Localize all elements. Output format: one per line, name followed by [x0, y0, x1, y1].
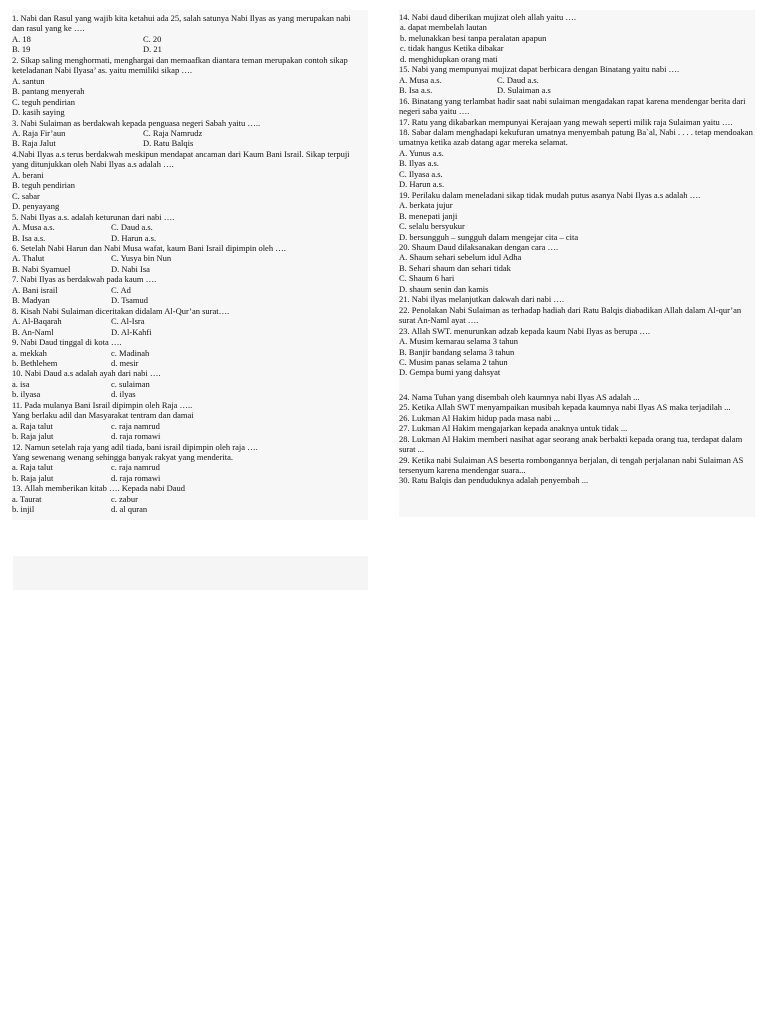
- answer-options: [12, 462, 365, 483]
- question-block: [12, 149, 365, 212]
- answer-option: B. An-Naml: [12, 326, 54, 337]
- question-block: [12, 442, 365, 484]
- question-block: [12, 243, 365, 274]
- answer-option: A. Bani israil: [12, 284, 58, 295]
- answer-option: B. teguh pendirian: [12, 180, 76, 191]
- answer-option: A. berani: [12, 169, 44, 180]
- answer-options: [12, 253, 365, 274]
- answer-option: D. Harun a.s.: [399, 179, 445, 190]
- answer-option: d. al quran: [111, 504, 148, 515]
- answer-option: D. Gempa bumi yang dahsyat: [399, 367, 501, 378]
- right-column: [399, 10, 755, 517]
- question-block: [399, 190, 753, 242]
- answer-options: [12, 379, 365, 400]
- question-block: [399, 64, 753, 95]
- question-text: Yang sewenang wenang sehingga banyak rakyat yang menderita.: [12, 452, 234, 463]
- answer-option: C. Daud a.s.: [497, 74, 539, 85]
- question-text: 4.Nabi Ilyas a.s terus berdakwah meskipun mendapat ancaman dari Kaum Bani Israil. Sikap terpuji yang ditunjukkan oleh Nabi Ilyas a.s adalah ….: [12, 148, 350, 170]
- answer-option: C. Ilyasa a.s.: [399, 168, 443, 179]
- question-block: [12, 400, 365, 442]
- answer-option: d. raja romawi: [111, 431, 161, 442]
- answer-option: C. Shaum 6 hari: [399, 273, 455, 284]
- answer-option: a. Taurat: [12, 493, 42, 504]
- answer-option: A. Shaum sehari sebelum idul Adha: [399, 252, 522, 263]
- answer-option: B. Isa a.s.: [399, 85, 433, 96]
- question-block: [12, 306, 365, 337]
- answer-option: D. Harun a.s.: [111, 232, 157, 243]
- answer-option: A. Musa a.s.: [399, 74, 442, 85]
- blank-area: [13, 556, 368, 590]
- answer-option: c. raja namrud: [111, 420, 160, 431]
- question-block: [399, 326, 753, 378]
- answer-option: C. 20: [143, 33, 162, 44]
- answer-option: B. Isa a.s.: [12, 232, 46, 243]
- answer-option: D. Nabi Isa: [111, 263, 150, 274]
- answer-option: a. dapat membelah lautan: [400, 22, 487, 33]
- question-block: [12, 55, 365, 118]
- answer-option: a. mekkah: [12, 347, 47, 358]
- answer-option: b. ilyasa: [12, 389, 41, 400]
- answer-option: c. zabur: [111, 493, 138, 504]
- answer-option: B. Madyan: [12, 295, 50, 306]
- question-text: 1. Nabi dan Rasul yang wajib kita ketahui ada 25, salah satunya Nabi Ilyas as yang merupakan nabi dan rasul yang ke ….: [12, 13, 351, 34]
- answer-option: c. sulaiman: [111, 378, 150, 389]
- answer-option: D. kasih saying: [12, 107, 65, 118]
- question-block: [12, 118, 365, 149]
- answer-option: A. Thalut: [12, 253, 45, 264]
- question-block: [12, 483, 365, 514]
- answer-option: D. penyayang: [12, 201, 60, 212]
- question-block: [12, 212, 365, 243]
- answer-option: A. Yunus a.s.: [399, 147, 444, 158]
- essay-question: 30. Ratu Balqis dan penduduknya adalah penyembah ...: [399, 475, 589, 486]
- question-text: 5. Nabi Ilyas a.s. adalah keturunan dari nabi ….: [12, 211, 175, 222]
- essay-question: 27. Lukman Al Hakim mengajarkan kepada anaknya untuk tidak ...: [399, 423, 628, 434]
- question-block: [12, 337, 365, 368]
- answer-option: C. Ad: [111, 284, 131, 295]
- question-text: 23. Allah SWT. menurunkan adzab kepada kaum Nabi Ilyas as berupa ….: [399, 325, 650, 336]
- answer-option: C. Raja Namrudz: [143, 127, 203, 138]
- question-block: [12, 368, 365, 399]
- answer-option: b. melunakkan besi tanpa peralatan apapun: [400, 32, 547, 43]
- question-block: [399, 305, 753, 326]
- question-block: [399, 127, 753, 190]
- answer-option: C. Al-Isra: [111, 316, 145, 327]
- answer-option: d. menghidupkan orang mati: [400, 53, 498, 64]
- answer-option: A. Al-Baqarah: [12, 316, 62, 327]
- question-text: Yang berlaku adil dan Masyarakat tentram dan damai: [12, 410, 194, 421]
- answer-option: b. Raja jalut: [12, 431, 54, 442]
- answer-option: a. isa: [12, 378, 30, 389]
- answer-option: d. raja romawi: [111, 472, 161, 483]
- answer-option: D. 21: [143, 44, 162, 55]
- answer-options: [12, 348, 365, 369]
- question-block: [12, 274, 365, 305]
- section-gap: [399, 378, 753, 392]
- answer-option: c. tidak hangus Ketika dibakar: [400, 43, 504, 54]
- answer-option: d. mesir: [111, 357, 139, 368]
- question-text: 21. Nabi ilyas melanjutkan dakwah dari nabi ….: [399, 294, 564, 305]
- question-block: [399, 294, 753, 304]
- answer-option: B. pantang menyerah: [12, 86, 85, 97]
- answer-option: C. Yusya bin Nun: [111, 253, 172, 264]
- answer-option: A. Musa a.s.: [12, 222, 55, 233]
- answer-option: a. Raja talut: [12, 420, 53, 431]
- question-text: 12. Namun setelah raja yang adil tiada, bani israil dipimpin oleh raja ….: [12, 441, 258, 452]
- question-block: [399, 117, 753, 127]
- question-text: 3. Nabi Sulaiman as berdakwah kepada penguasa negeri Sabah yaitu …..: [12, 117, 261, 128]
- answer-option: b. injil: [12, 504, 35, 515]
- question-block: [399, 96, 753, 117]
- answer-option: B. menepati janji: [399, 210, 458, 221]
- answer-option: A. santun: [12, 75, 45, 86]
- answer-option: C. Daud a.s.: [111, 222, 153, 233]
- answer-options: [12, 222, 365, 243]
- answer-option: D. Al-Kahfi: [111, 326, 152, 337]
- answer-option: c. Madinah: [111, 347, 150, 358]
- answer-option: A. berkata jujur: [399, 200, 453, 211]
- answer-option: a. Raja talut: [12, 462, 53, 473]
- answer-options: [12, 128, 365, 149]
- answer-option: B. Ilyas a.s.: [399, 158, 439, 169]
- answer-option: b. Raja jalut: [12, 472, 54, 483]
- answer-option: A. Raja Fir’aun: [12, 127, 66, 138]
- answer-option: C. sabar: [12, 190, 40, 201]
- right-multiple-choice: [399, 12, 753, 378]
- question-text: 15. Nabi yang mempunyai mujizat dapat berbicara dengan Binatang yaitu nabi ….: [399, 64, 680, 75]
- answer-options: [12, 494, 365, 515]
- answer-option: C. teguh pendirian: [12, 96, 76, 107]
- question-block: [12, 13, 365, 55]
- question-text: 14. Nabi daud diberikan mujizat oleh allah yaitu ….: [399, 12, 577, 22]
- question-text: 11. Pada mulanya Bani Israil dipimpin oleh Raja …..: [12, 399, 193, 410]
- answer-options: [399, 75, 753, 96]
- question-text: 13. Allah memberikan kitab …. Kepada nabi Daud: [12, 483, 186, 494]
- answer-option: B. Raja Jalut: [12, 138, 56, 149]
- answer-option: b. Bethlehem: [12, 357, 58, 368]
- answer-option: D. shaum senin dan kamis: [399, 283, 489, 294]
- question-text: 2. Sikap saling menghormati, menghargai dan memaafkan diantara teman merupakan contoh sikap keteladanan Nabi Ilyasa’ as. yaitu memiliki sikap ….: [12, 54, 348, 76]
- question-text: 8. Kisah Nabi Sulaiman diceritakan didalam Al-Qur’an surat….: [12, 305, 230, 316]
- answer-option: c. raja namrud: [111, 462, 160, 473]
- answer-option: B. Sehari shaum dan sehari tidak: [399, 262, 511, 273]
- essay-questions: [399, 392, 753, 486]
- essay-question: 24. Nama Tuhan yang disembah oleh kaumnya nabi Ilyas AS adalah ...: [399, 391, 640, 402]
- answer-option: D. Sulaiman a.s: [497, 85, 551, 96]
- essay-question: 29. Ketika nabi Sulaiman AS beserta rombongannya berjalan, di tengah perjalanan nabi Sulaiman AS tersenyum karena mendengar suara...: [399, 454, 744, 476]
- answer-option: B. Banjir bandang selama 3 tahun: [399, 346, 515, 357]
- question-text: 10. Nabi Daud a.s adalah ayah dari nabi ….: [12, 368, 161, 379]
- question-text: 9. Nabi Daud tinggal di kota ….: [12, 337, 122, 348]
- answer-option: d. ilyas: [111, 389, 136, 400]
- question-text: 18. Sabar dalam menghadapi kekufuran umatnya menyembah patung Ba`al, Nabi . . . . tetap mendoakan umatnya ketika azab datang agar mereka selamat.: [399, 126, 753, 148]
- question-block: [399, 242, 753, 294]
- question-text: 7. Nabi Ilyas as berdakwah pada kaum ….: [12, 274, 157, 285]
- answer-option: C. Musim panas selama 2 tahun: [399, 356, 508, 367]
- left-column: [12, 10, 368, 520]
- answer-options: [12, 285, 365, 306]
- question-text: 6. Setelah Nabi Harun dan Nabi Musa wafat, kaum Bani Israil dipimpin oleh ….: [12, 242, 286, 253]
- essay-question: 25. Ketika Allah SWT menyampaikan musibah kepada kaumnya nabi Ilyas AS maka terjadilah ...: [399, 402, 731, 413]
- question-text: 22. Penolakan Nabi Sulaiman as terhadap hadiah dari Ratu Balqis diabadikan Allah dalam Al-qur’an surat An-Naml ayat ….: [399, 304, 742, 326]
- question-text: 17. Ratu yang dikabarkan mempunyai Kerajaan yang mewah seperti milik raja Sulaiman yaitu ….: [399, 116, 733, 127]
- question-text: 20. Shaum Daud dilaksanakan dengan cara ….: [399, 241, 559, 252]
- essay-question: 26. Lukman Al Hakim hidup pada masa nabi ...: [399, 412, 560, 423]
- answer-option: A. 18: [12, 33, 31, 44]
- question-text: 19. Perilaku dalam meneladani sikap tidak mudah putus asanya Nabi Ilyas a.s adalah ….: [399, 189, 701, 200]
- answer-option: D. bersungguh – sungguh dalam mengejar cita – cita: [399, 231, 579, 242]
- answer-option: B. 19: [12, 44, 31, 55]
- answer-options: [12, 34, 365, 55]
- answer-option: D. Ratu Balqis: [143, 138, 194, 149]
- answer-options: [12, 421, 365, 442]
- question-text: 16. Binatang yang terlambat hadir saat nabi sulaiman mengadakan rapat karena mendengar berita dari negeri saba yaitu ….: [399, 95, 746, 117]
- essay-question: 28. Lukman Al Hakim memberi nasihat agar seorang anak berbakti kepada orang tua, terdapat dalam surat ...: [399, 433, 743, 455]
- answer-option: B. Nabi Syamuel: [12, 263, 71, 274]
- answer-option: A. Musim kemarau selama 3 tahun: [399, 336, 518, 347]
- answer-option: D. Tsamud: [111, 295, 149, 306]
- answer-options: [12, 316, 365, 337]
- answer-option: C. selalu bersyukur: [399, 221, 465, 232]
- question-block: [399, 12, 753, 64]
